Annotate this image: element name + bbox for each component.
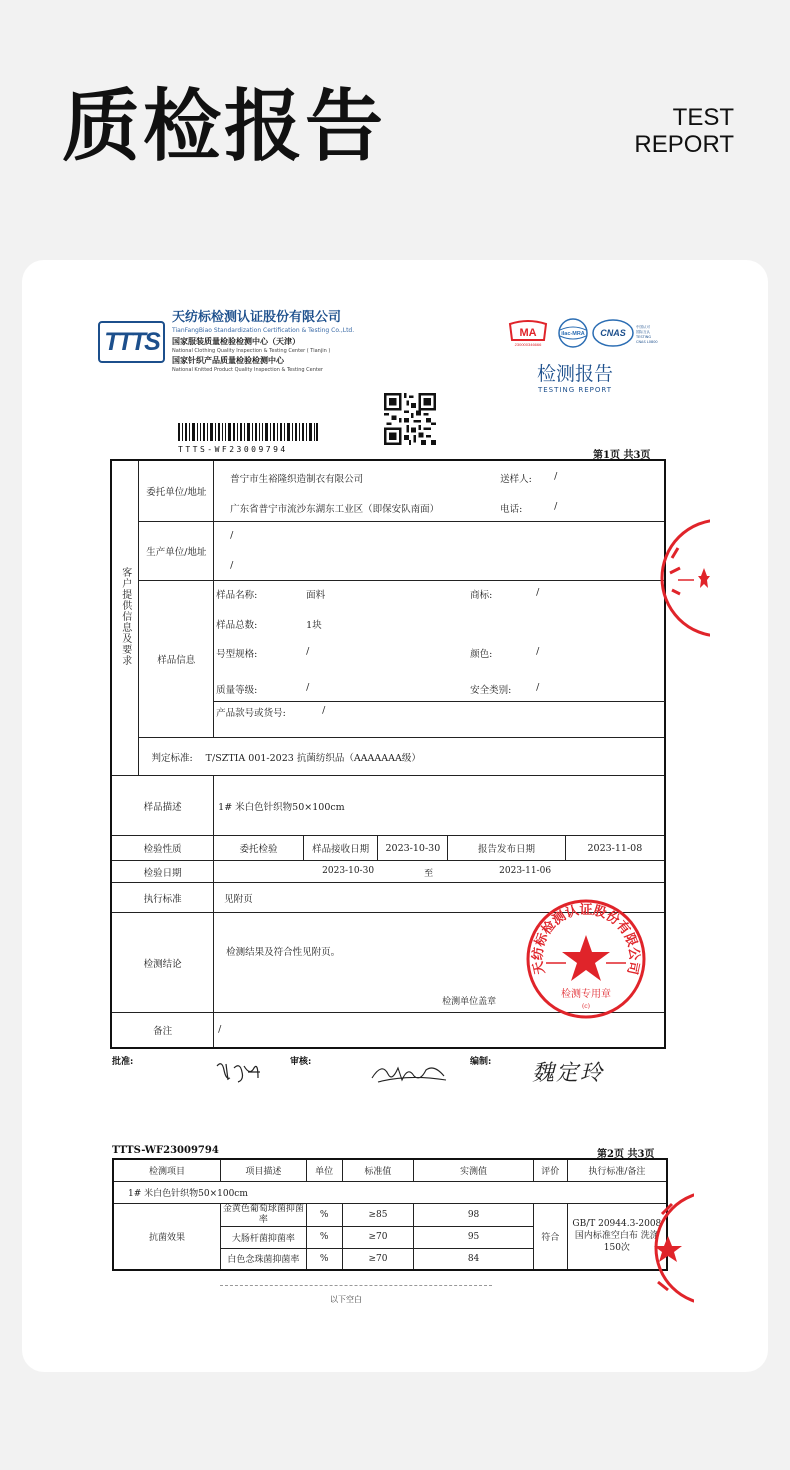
subtitle-line1: TEST [672,104,734,131]
cnas-mark-icon [593,320,658,346]
remark-label: 备注 [111,1013,214,1048]
preparer-signature: 魏定玲 [532,1061,605,1086]
header-standard: 标准值 [342,1159,414,1181]
sample-name-label: 样品名称: [216,590,258,601]
testing-seal-icon [524,897,648,1021]
header-measured: 实测值 [414,1159,534,1181]
end-divider [220,1285,492,1286]
accreditation-marks [508,318,668,348]
conclusion-value: 检测结果及符合性见附页。 [226,946,341,958]
sample-info [214,581,665,738]
client-label: 委托单位/地址 [139,460,214,522]
criteria-label: 判定标准: [151,752,193,764]
maker-label: 生产单位/地址 [139,522,214,581]
org-block [172,310,354,374]
maker-line2: / [230,560,234,571]
row-desc: 白色念珠菌抑菌率 [221,1248,307,1270]
sample-qty-value: 1块 [306,620,322,631]
svg-text:TESTING: TESTING [636,335,652,339]
remark-value: / [214,1013,665,1048]
spec-value: / [306,646,310,657]
testdate-to-word: 至 [424,868,434,879]
org-name-cn: 天纺标检测认证股份有限公司 [172,310,342,325]
svg-text:MA: MA [519,327,537,339]
report-page2-table [112,1158,668,1271]
eval-cell: 符合 [533,1203,567,1270]
svg-text:国际互认: 国际互认 [636,330,650,334]
nature-value: 委托检验 [214,836,304,861]
color-label: 颜色: [470,649,493,660]
barcode-bars-icon [178,423,318,441]
conclusion-label: 检测结论 [111,913,214,1013]
svg-text:检测专用章: 检测专用章 [561,989,611,1000]
color-value: / [536,646,540,657]
brand-value: / [536,587,540,598]
svg-text:ilac-MRA: ilac-MRA [561,331,585,337]
svg-text:天纺标检测认证股份有限公司: 天纺标检测认证股份有限公司 [530,902,642,976]
barcode-text: TTTS-WF23009794 [178,445,288,454]
review-label: 审核: [290,1057,312,1067]
page-subtitle [634,104,734,158]
phone-value: / [554,501,558,512]
desc-label: 样品描述 [111,776,214,836]
row-value: 84 [414,1248,534,1270]
standard-note: GB/T 20944.3-2008 国内标准空白布 洗涤150次 [567,1203,667,1270]
center2-en: National Knitted Product Quality Inspection & Testing Center [172,367,323,373]
criteria-row [139,738,665,776]
prepare-label: 编制: [470,1057,492,1067]
row-unit: % [306,1203,342,1226]
svg-text:CNAS L0800: CNAS L0800 [636,340,658,344]
page1-label: 第1页 共3页 [593,450,651,461]
spec-label: 号型规格: [216,649,258,660]
row-value: 95 [414,1226,534,1248]
client-address: 广东省普宁市流沙东湖东工业区（即保安队南面） [230,504,440,515]
approver-signature-icon [214,1058,264,1086]
approve-label: 批准: [112,1057,134,1067]
header-standard-note: 执行标准/备注 [567,1159,667,1181]
exec-label: 执行标准 [111,883,214,913]
maker-line1: / [230,530,234,541]
row-standard: ≥70 [342,1226,414,1248]
row-standard: ≥85 [342,1203,414,1226]
style-value: / [322,705,326,716]
qr-code-icon [384,393,436,445]
exec-value: 见附页 [214,883,665,913]
row-desc: 金黄色葡萄球菌抑菌率 [221,1203,307,1226]
maker-info [214,522,665,581]
stamp-note: 检测单位盖章 [442,996,497,1007]
center1-en: National Clothing Quality Inspection & Testing Center ( Tianjin ) [172,348,331,354]
results-header-row [113,1159,667,1181]
barcode [178,423,318,455]
row-value: 98 [414,1203,534,1226]
page2-label: 第2页 共3页 [597,1149,655,1160]
nature-label: 检验性质 [111,836,214,861]
row-unit: % [306,1226,342,1248]
client-section-label: 客户提供信息及要求 [111,460,139,776]
page1-edge-seal-icon [660,518,710,638]
report-title [520,362,630,394]
issue-value: 2023-11-08 [565,836,665,861]
header-unit: 单位 [306,1159,342,1181]
client-name: 普宁市生裕隆织造制衣有限公司 [230,474,364,485]
group-label: 抗菌效果 [113,1203,221,1270]
center2-cn: 国家针织产品质量检验检测中心 [172,356,284,365]
report-title-cn: 检测报告 [536,363,613,385]
testdate-to: 2023-11-06 [499,865,552,876]
end-note: 以下空白 [330,1295,362,1304]
grade-value: / [306,682,310,693]
receive-label: 样品接收日期 [303,836,378,861]
criteria-value: T/SZTIA 001-2023 抗菌纺织品（AAAAAAA级） [205,752,421,764]
row-standard: ≥70 [342,1248,414,1270]
header-item: 检测项目 [113,1159,221,1181]
sample-info-label: 样品信息 [139,581,214,738]
safety-label: 安全类别: [470,685,512,696]
ilac-mra-mark-icon [559,319,587,347]
receive-value: 2023-10-30 [378,836,448,861]
testdate-row [214,861,665,883]
svg-text:中国认可: 中国认可 [636,325,650,329]
client-info [214,460,665,522]
page-title: 质检报告 [62,82,387,172]
row-unit: % [306,1248,342,1270]
sample-name-value: 面料 [306,590,326,601]
header-eval: 评价 [533,1159,567,1181]
page2-edge-seal-icon [654,1190,694,1306]
sender-label: 送样人: [500,474,532,485]
reviewer-signature-icon [368,1060,450,1086]
desc-value: 1# 米白色针织物50×100cm [214,776,665,836]
center1-cn: 国家服装质量检验检测中心（天津） [172,337,300,346]
org-name-en: TianFangBiao Standardization Certification & Testing Co.,Ltd. [172,327,355,334]
row-desc: 大肠杆菌抑菌率 [221,1226,307,1248]
subtitle-line2: REPORT [634,131,734,158]
ttts-logo-icon: TTTS [98,321,165,363]
svg-text:CNAS: CNAS [600,328,626,338]
svg-text:(c): (c) [581,1003,591,1010]
page2-report-no: TTTS-WF23009794 [112,1145,219,1156]
table-row [113,1203,667,1226]
testdate-from: 2023-10-30 [322,865,375,876]
sample-qty-label: 样品总数: [216,620,258,631]
header-desc: 项目描述 [221,1159,307,1181]
brand-label: 商标: [470,590,493,601]
safety-value: / [536,682,540,693]
sample-row: 1# 米白色针织物50×100cm [113,1181,667,1203]
issue-label: 报告发布日期 [448,836,565,861]
grade-label: 质量等级: [216,685,258,696]
svg-text:230000346666: 230000346666 [514,342,542,347]
cma-mark-icon [510,321,546,347]
report-title-en: TESTING REPORT [537,386,613,394]
testdate-label: 检验日期 [111,861,214,883]
phone-label: 电话: [500,504,523,515]
style-label: 产品款号或货号: [216,708,286,719]
sender-value: / [554,471,558,482]
